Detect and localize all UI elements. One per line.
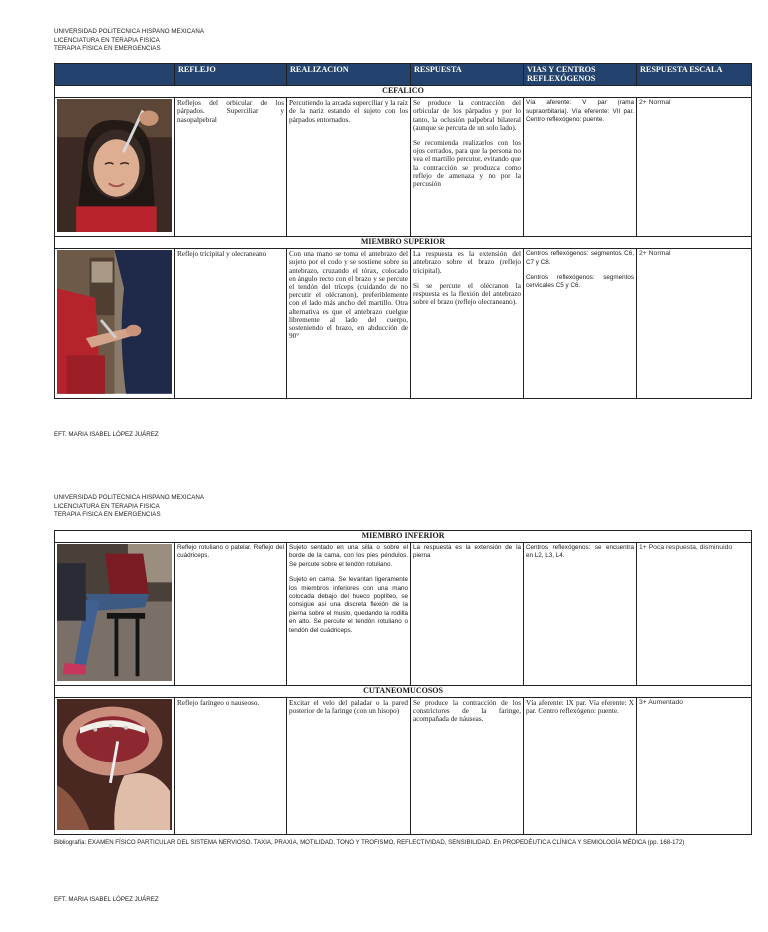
- column-header-escala: RESPUESTA ESCALA: [637, 64, 752, 86]
- course-name: TERAPIA FISICA EN EMERGENCIAS: [54, 45, 161, 53]
- photo-miembro-inferior: [55, 543, 175, 686]
- section-title-cefalico: CEFALICO: [55, 86, 752, 98]
- section-title-miembro-superior: MIEMBRO SUPERIOR: [55, 237, 752, 249]
- realizacion-cell: Con una mano se toma el antebrazo del sujeto por el codo y se sostiene sobre su antebrazo, cruzando el tórax, colocado en ángulo recto con el brazo y se percute el tendón del tríceps (cuidando de no percutir el olécranon), preferiblemente con el lado más ancho del martillo. Otra alternativa es que el antebrazo cuelgue libremente al lado del cuerpo, sosteniendo el brazo, en abducción de 90°: [287, 249, 411, 399]
- bibliography: Bibliografía: EXAMEN FÍSICO PARTICULAR DEL SISTEMA NERVIOSO. TAXIA, PRAXIA, MOTILIDAD, TONO Y TROFISMO, REFLECTIVIDAD, SENSIBILIDAD. En PROPEDÉUTICA CLÍNICA Y SEMIOLOGÍA MÉDICA (pp. 168-172): [54, 839, 685, 846]
- vias-cell: Vía aferente: V par (rama supraorbitaria). Vía eferente: VII par. Centro reflexógeno: puente.: [524, 98, 637, 237]
- realizacion-paragraph: Sujeto sentado en una silla o sobre el borde de la cama, con los pies péndulos. Se percute sobre el tendón rotuliano.: [289, 544, 408, 568]
- reflex-table-page1: [54, 63, 752, 399]
- reflejo-cell: Reflejo faríngeo o nauseoso.: [175, 698, 287, 835]
- section-row-cefalico: [55, 86, 752, 98]
- reflejo-cell: Reflejo tricipital y olecraneano: [175, 249, 287, 399]
- escala-cell: 2+ Normal: [637, 249, 752, 399]
- column-header-vias: VIAS Y CENTROS REFLEXÓGENOS: [524, 64, 637, 86]
- page1-signature: EFT. MARIA ISABEL LÓPEZ JUÁREZ: [54, 431, 159, 438]
- column-header-realizacion: REALIZACION: [287, 64, 411, 86]
- section-row-miembro-inferior: [55, 531, 752, 543]
- escala-cell: 1+ Poca respuesta, disminuido: [637, 543, 752, 686]
- escala-cell: 2+ Normal: [637, 98, 752, 237]
- respuesta-cell: [411, 98, 524, 237]
- table-row-cutaneomucosos: [55, 698, 752, 835]
- respuesta-cell: [411, 249, 524, 399]
- column-header-reflejo: REFLEJO: [175, 64, 287, 86]
- escala-cell: 3+ Aumentado: [637, 698, 752, 835]
- respuesta-paragraph: Se produce la contracción del orbicular de los párpados y por lo tanto, la oclusión palpebral bilateral (aunque se percuta de un solo lado).: [413, 99, 521, 132]
- face-photo-image: [57, 99, 172, 232]
- respuesta-paragraph: La respuesta es la extensión del antebrazo sobre el brazo (reflejo tricipital).: [413, 250, 521, 275]
- arm-photo-image: [57, 250, 172, 394]
- university-name: UNIVERSIDAD POLITECNICA HISPANO MEXICANA: [54, 494, 205, 501]
- realizacion-cell: Percutiendo la arcada superciliar y la raíz de la nariz estando el sujeto con los párpados entornados.: [287, 98, 411, 237]
- respuesta-paragraph: Si se percute el olécranon la respuesta es la flexión del antebrazo sobre el brazo (reflejo olecraneano).: [413, 281, 521, 307]
- column-header-respuesta: RESPUESTA: [411, 64, 524, 86]
- vias-cell: Centros reflexógenos: se encuentra en L2, L3, L4.: [524, 543, 637, 686]
- table-row-cefalico: [55, 98, 752, 237]
- reflex-table-page2: [54, 530, 752, 835]
- respuesta-paragraph: Se recomienda realizarlos con los ojos cerrados, para que la persona no vea el martillo percutor, evitando que la contracción se produzca como reflejo de amenaza y no por la percusión: [413, 139, 521, 189]
- degree-name: LICENCIATURA EN TERAPIA FISICA: [54, 502, 160, 510]
- mouth-photo-image: [57, 699, 172, 830]
- realizacion-cell: [287, 543, 411, 686]
- course-name: TERAPIA FISICA EN EMERGENCIAS: [54, 511, 161, 519]
- respuesta-cell: Se produce la contracción de los constrictores de la faringe, acompañada de náuseas.: [411, 698, 524, 835]
- section-row-cutaneomucosos: [55, 686, 752, 698]
- university-name: UNIVERSIDAD POLITECNICA HISPANO MEXICANA: [54, 28, 205, 35]
- reflejo-cell: Reflejos del orbicular de los párpados. Superciliar y nasopalpebral: [175, 98, 287, 237]
- knee-photo-image: [57, 544, 172, 681]
- photo-cutaneomucosos: [55, 698, 175, 835]
- table-row-miembro-inferior: [55, 543, 752, 686]
- photo-miembro-superior: [55, 249, 175, 399]
- section-title-cutaneomucosos: CUTANEOMUCOSOS: [55, 686, 752, 698]
- realizacion-cell: Excitar el velo del paladar o la pared posterior de la faringe (con un hisopo): [287, 698, 411, 835]
- vias-cell: [524, 249, 637, 399]
- vias-paragraph: Centros reflexógenos: segmentos C6, C7 y C8.: [526, 250, 634, 266]
- table-row-miembro-superior: [55, 249, 752, 399]
- page1-header: [54, 28, 204, 54]
- vias-cell: Vía aferente: IX par. Vía eferente: X par. Centro reflexógeno: puente.: [524, 698, 637, 835]
- page2-header: [54, 494, 204, 520]
- table-header-row: [55, 64, 752, 86]
- degree-name: LICENCIATURA EN TERAPIA FISICA: [54, 36, 160, 44]
- section-row-miembro-superior: [55, 237, 752, 249]
- vias-paragraph: Centros reflexógenos: segmentos cervicales C5 y C6.: [526, 274, 634, 290]
- photo-column-header: [55, 64, 175, 86]
- realizacion-paragraph: Sujeto en cama. Se levantan ligeramente los miembros inferiores con una mano colocada debajo del hueco poplíteo, se consigue así una discreta flexión de la pierna sobre el muslo, quedando la rodilla en alto. Se percute el tendón rotuliano o tendón del cuádriceps.: [289, 576, 408, 634]
- photo-cefalico: [55, 98, 175, 237]
- page2-signature: EFT. MARIA ISABEL LÓPEZ JUÁREZ: [54, 896, 159, 903]
- section-title-miembro-inferior: MIEMBRO INFERIOR: [55, 531, 752, 543]
- respuesta-cell: La respuesta es la extensión de la pierna: [411, 543, 524, 686]
- reflejo-cell: Reflejo rotuliano o patelar. Reflejo del cuádriceps.: [175, 543, 287, 686]
